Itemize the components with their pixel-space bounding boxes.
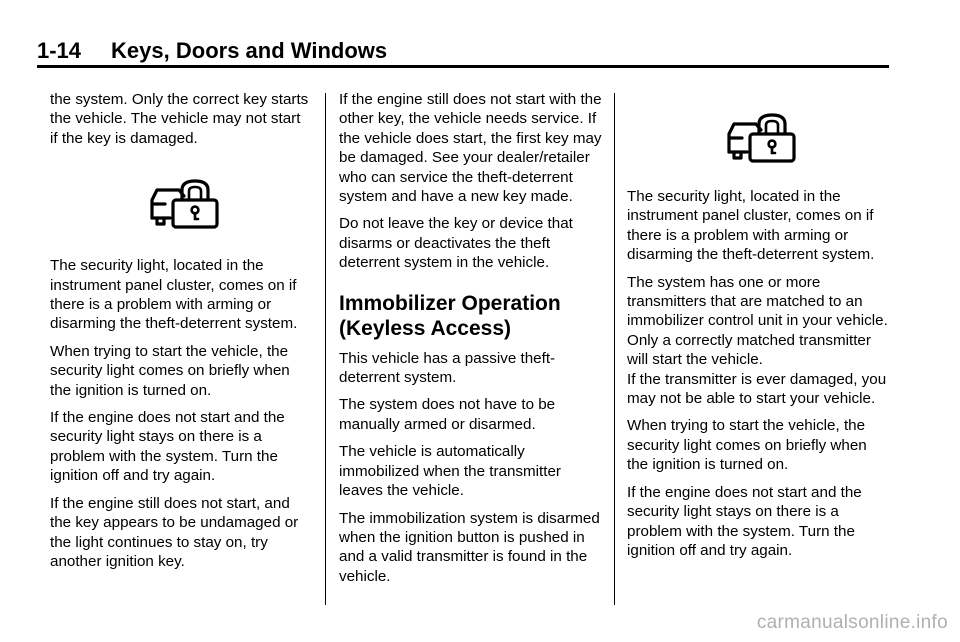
security-light-icon: [148, 178, 312, 230]
paragraph: When trying to start the vehicle, the security light comes on briefly when the ignition is turned on.: [627, 417, 867, 474]
section-heading: Immobilizer Operation (Keyless Access): [339, 291, 561, 340]
paragraph: If the transmitter is ever damaged, you may not be able to start your vehicle.: [627, 370, 887, 408]
column-divider: [325, 93, 326, 605]
page-header: [37, 38, 889, 68]
paragraph: Do not leave the key or device that disarms or deactivates the theft deterrent system in the vehicle.: [339, 215, 573, 272]
paragraph: The vehicle is automatically immobilized when the transmitter leaves the vehicle.: [339, 443, 561, 500]
watermark: carmanualsonline.info: [756, 612, 948, 633]
column-divider: [614, 93, 615, 605]
paragraph: The security light, located in the instrument panel cluster, comes on if there is a problem with arming or disarming the theft-deterrent system.: [50, 257, 298, 333]
paragraph: The immobilization system is disarmed when the ignition button is pushed in and a valid transmitter is found in the vehicle.: [339, 509, 600, 585]
paragraph: the system. Only the correct key starts the vehicle. The vehicle may not start if the key is damaged.: [50, 91, 309, 147]
paragraph: The system does not have to be manually armed or disarmed.: [339, 396, 556, 433]
paragraph: If the engine still does not start, and the key appears to be undamaged or the light continues to stay on, try another ignition key.: [50, 494, 299, 570]
paragraph: If the engine does not start and the security light stays on there is a problem with the system. Turn the ignition off and try again.: [627, 483, 862, 559]
paragraph: When trying to start the vehicle, the security light comes on briefly when the ignition is turned on.: [50, 342, 290, 399]
column-2: [339, 90, 607, 594]
column-1: [50, 90, 312, 579]
paragraph: If the engine still does not start with the other key, the vehicle needs service. If the vehicle does start, the first key may be damaged. See your dealer/retailer who can service the theft-deterrent system and have a new key made.: [339, 91, 602, 206]
page-number: 1-14: [37, 38, 82, 63]
paragraph: The security light, located in the instrument panel cluster, comes on if there is a problem with arming or disarming the theft-deterrent system.: [627, 188, 875, 264]
security-light-icon: [725, 112, 889, 164]
section-title: Keys, Doors and Windows: [111, 38, 388, 63]
paragraph: The system has one or more transmitters that are matched to an immobilizer control unit in your vehicle. Only a correctly matched transmitter will start the vehicle.: [627, 273, 888, 369]
paragraph: This vehicle has a passive theft-deterrent system.: [339, 349, 556, 387]
paragraph: If the engine does not start and the security light stays on there is a problem with the system. Turn the ignition off and try again.: [50, 409, 285, 485]
column-3: [627, 90, 889, 568]
